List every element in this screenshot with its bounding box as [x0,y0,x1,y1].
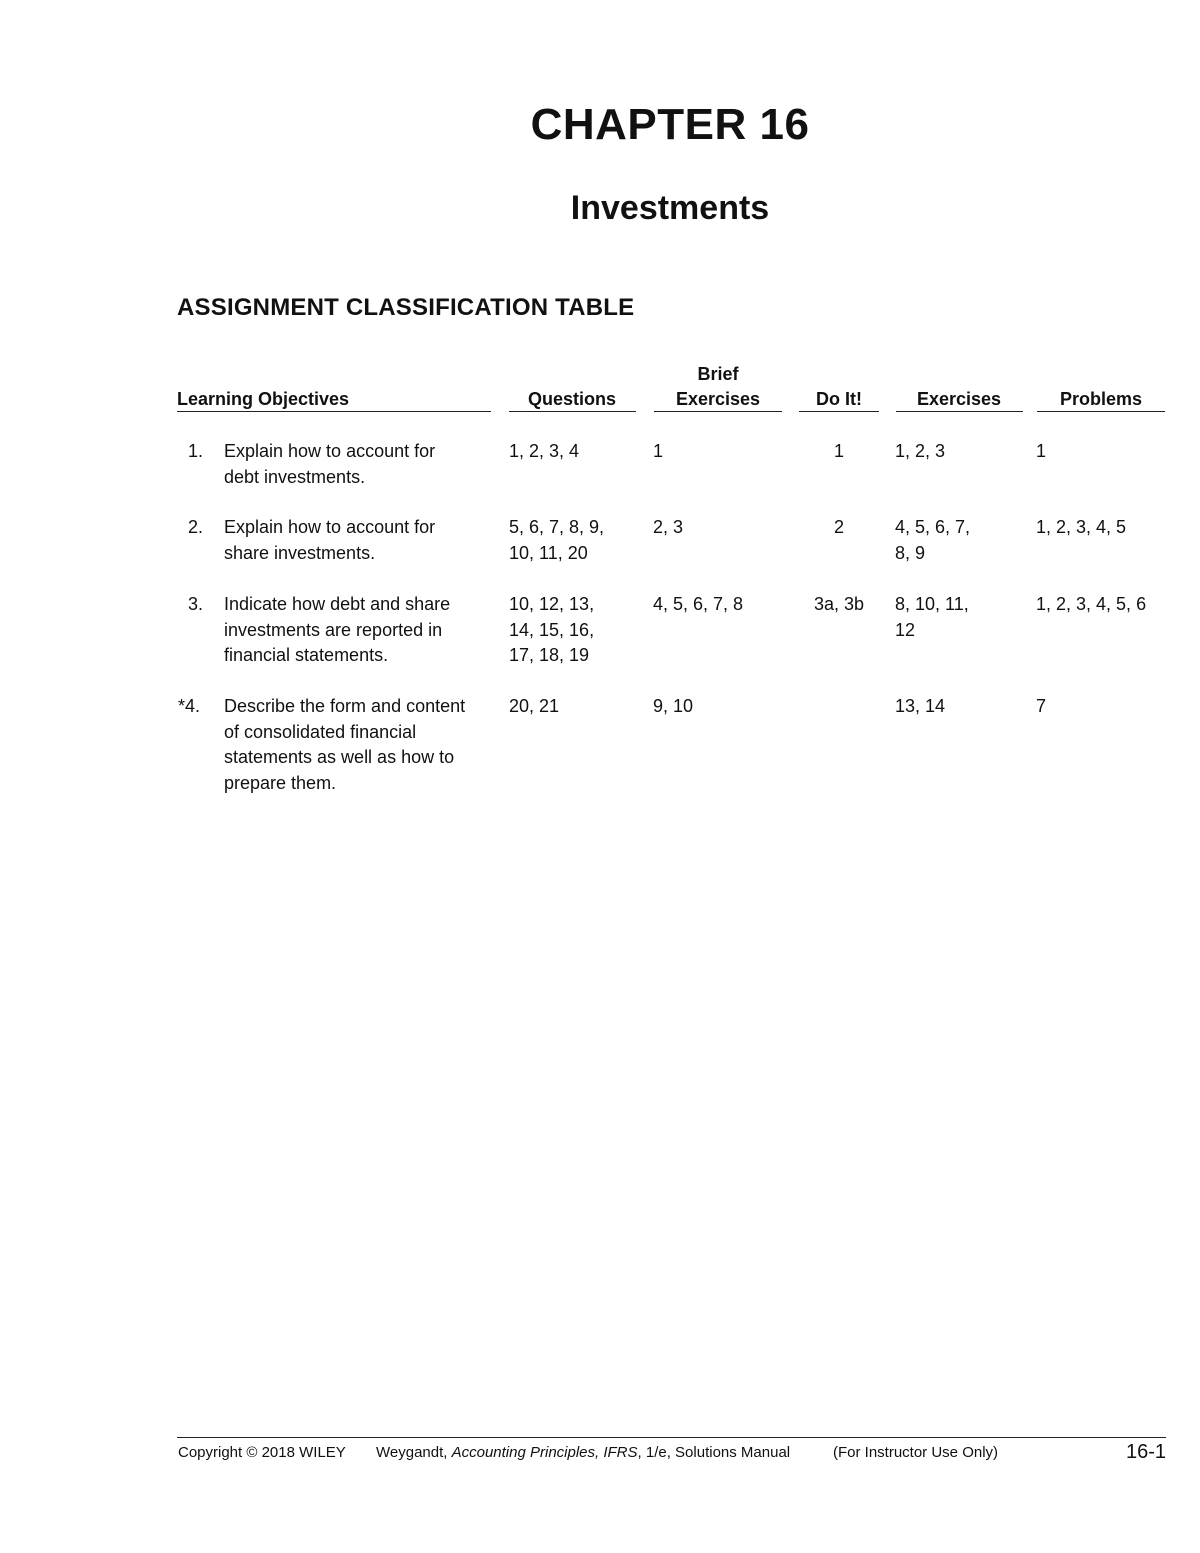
header-brief-exercises: Exercises [675,389,761,409]
header-underline [799,411,879,412]
objective-text: Explain how to account for share investments. [224,517,436,563]
questions-cell: 5, 6, 7, 8, 9, 10, 11, 20 [509,517,605,563]
header-underline [509,411,636,412]
brief-exercises-cell: 9, 10 [653,696,694,716]
exercises-cell: 8, 10, 11, 12 [895,594,969,640]
header-problems: Problems [1059,389,1143,409]
page-number: 16-1 [1125,1441,1166,1463]
header-do-it: Do It! [816,389,862,409]
exercises-cell: 13, 14 [895,696,946,716]
objective-number: *4. [178,696,201,716]
do-it-cell: 3a, 3b [813,594,865,614]
chapter-subtitle: Investments [570,189,770,227]
footer-citation: Weygandt, Accounting Principles, IFRS, 1/e, Solutions Manual [376,1444,791,1461]
exercises-cell: 4, 5, 6, 7, 8, 9 [895,517,971,563]
footer-copyright: Copyright © 2018 WILEY [178,1444,346,1461]
problems-cell: 1, 2, 3, 4, 5 [1036,517,1127,537]
header-underline [654,411,782,412]
objective-text: Explain how to account for debt investments. [224,441,436,487]
problems-cell: 1, 2, 3, 4, 5, 6 [1036,594,1147,614]
questions-cell: 10, 12, 13, 14, 15, 16, 17, 18, 19 [509,594,595,665]
header-underline [177,411,491,412]
objective-number: 2. [188,517,204,537]
brief-exercises-cell: 1 [653,441,664,461]
footer-note: (For Instructor Use Only) [833,1444,999,1461]
brief-exercises-cell: 2, 3 [653,517,684,537]
problems-cell: 1 [1036,441,1047,461]
questions-cell: 1, 2, 3, 4 [509,441,580,461]
problems-cell: 7 [1036,696,1047,716]
objective-text: Describe the form and content of consolidated financial statements as well as how to prepare them. [224,696,466,793]
questions-cell: 20, 21 [509,696,560,716]
brief-exercises-cell: 4, 5, 6, 7, 8 [653,594,744,614]
header-brief-top: Brief [697,364,739,384]
header-underline [1037,411,1165,412]
chapter-title: CHAPTER 16 [530,100,810,149]
section-heading: ASSIGNMENT CLASSIFICATION TABLE [177,294,635,321]
footer-rule [177,1437,1166,1438]
objective-number: 1. [188,441,204,461]
header-learning-objectives: Learning Objectives [177,389,350,409]
header-exercises: Exercises [916,389,1002,409]
do-it-cell: 2 [833,517,844,537]
header-questions: Questions [527,389,616,409]
objective-text: Indicate how debt and share investments are reported in financial statements. [224,594,451,665]
exercises-cell: 1, 2, 3 [895,441,946,461]
objective-number: 3. [188,594,204,614]
do-it-cell: 1 [833,441,844,461]
header-underline [896,411,1023,412]
